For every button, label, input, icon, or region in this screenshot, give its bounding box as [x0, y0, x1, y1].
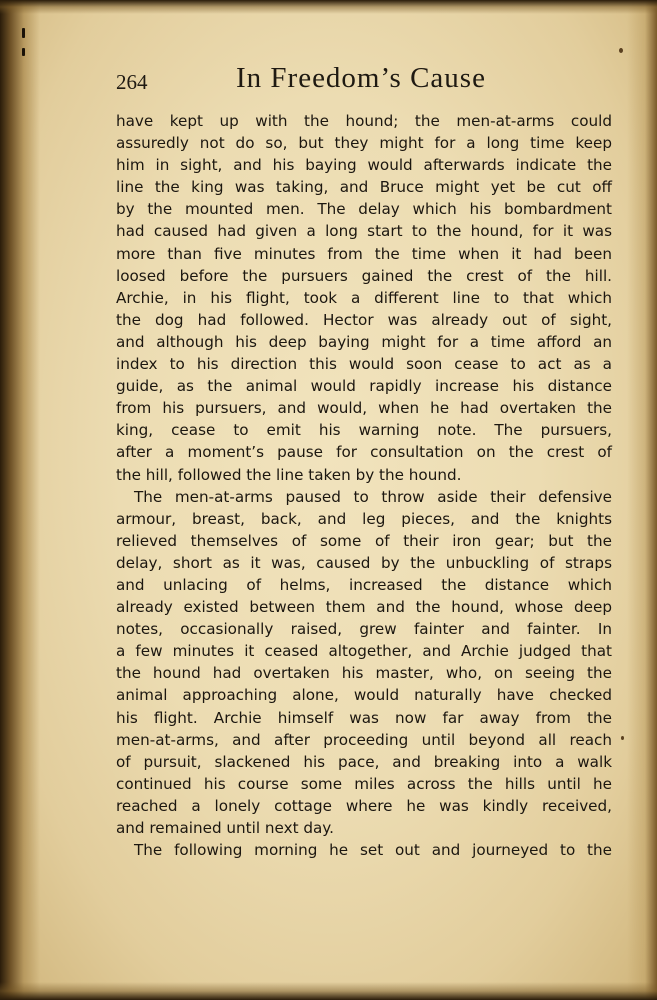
text-line: loosed before the pursuers gained the crest of the hill.	[116, 266, 612, 285]
text-line: men-at-arms, and after proceeding until beyond all reach	[116, 730, 612, 749]
body-text	[116, 110, 612, 861]
text-line: by the mounted men. The delay which his bombardment	[116, 200, 612, 219]
text-line: Archie, in his flight, took a different line to that which	[116, 288, 612, 307]
text-line: his flight. Archie himself was now far away from the	[116, 708, 612, 727]
text-line: the hill, followed the line taken by the hound.	[116, 465, 462, 484]
text-line: of pursuit, slackened his pace, and breaking into a walk	[116, 752, 612, 771]
top-edge-shadow	[0, 0, 657, 14]
text-line: index to his direction this would soon cease to act as a	[116, 355, 612, 374]
text-line: a few minutes it ceased altogether, and Archie judged that	[116, 642, 612, 661]
text-line: king, cease to emit his warning note. The pursuers,	[116, 421, 612, 440]
text-line: already existed between them and the hound, whose deep	[116, 598, 612, 617]
text-line: animal approaching alone, would naturally have checked	[116, 686, 612, 705]
text-line: the dog had followed. Hector was already out of sight,	[116, 310, 612, 329]
binding-shadow	[0, 0, 40, 1000]
bottom-edge-shadow	[0, 982, 657, 1000]
paper-speck	[22, 48, 25, 56]
paper-speck	[621, 736, 624, 740]
text-line: guide, as the animal would rapidly increase his distance	[116, 377, 612, 396]
text-line: line the king was taking, and Bruce might yet be cut off	[116, 178, 612, 197]
running-title: In Freedom’s Cause	[236, 62, 486, 94]
text-line: The following morning he set out and journeyed to the	[134, 841, 612, 860]
text-line: reached a lonely cottage where he was kindly received,	[116, 796, 612, 815]
text-line: relieved themselves of some of their iron gear; but the	[116, 531, 612, 550]
text-line: armour, breast, back, and leg pieces, and the knights	[116, 509, 612, 528]
page-header	[116, 62, 612, 102]
text-line: the hound had overtaken his master, who, on seeing the	[116, 664, 612, 683]
text-line: notes, occasionally raised, grew fainter and fainter. In	[116, 620, 612, 639]
text-line: him in sight, and his baying would afterwards indicate the	[116, 156, 612, 175]
text-line: and although his deep baying might for a time afford an	[116, 332, 612, 351]
text-line: after a moment’s pause for consultation on the crest of	[116, 443, 612, 462]
paper-speck	[619, 48, 623, 53]
page-number: 264	[116, 70, 148, 94]
page-edge-shadow	[627, 0, 657, 1000]
text-line: have kept up with the hound; the men-at-arms could	[116, 112, 612, 130]
text-line: delay, short as it was, caused by the unbuckling of straps	[116, 553, 612, 572]
text-line: from his pursuers, and would, when he had overtaken the	[116, 399, 612, 418]
text-line: had caused had given a long start to the hound, for it was	[116, 222, 612, 241]
text-line: and remained until next day.	[116, 819, 334, 837]
text-line: continued his course some miles across the hills until he	[116, 774, 612, 793]
text-line: assuredly not do so, but they might for a long time keep	[116, 134, 612, 153]
paper-speck	[22, 28, 25, 38]
text-line: The men-at-arms paused to throw aside their defensive	[134, 487, 612, 506]
text-line: and unlacing of helms, increased the distance which	[116, 575, 612, 594]
text-line: more than five minutes from the time when it had been	[116, 244, 612, 263]
